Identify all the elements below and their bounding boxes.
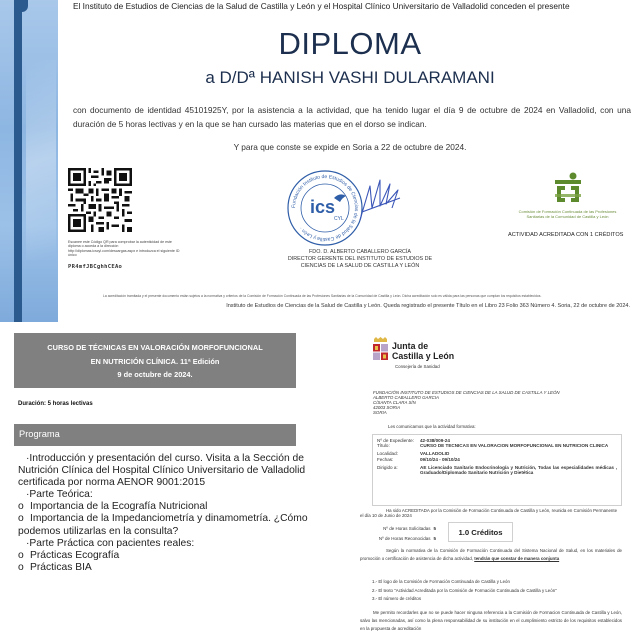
accreditation-statement: Ha sido ACREDITADA por la Comisión de Formación Continuada de Castilla y León, reunida en Comisión Permanente el día 10 de Junio de 2024 <box>360 508 618 519</box>
address-line: C/SANTA CLARA S/N <box>373 400 416 405</box>
list-item-text: Importancia de la Impedanciometría y dinamometría. ¿Cómo <box>30 513 308 525</box>
legal-notice: La acreditación tramitada y el presente documento están sujetos a la normativa y criterios de la Comisión de Formación Continuada de las Profesiones Sanitarias de la Comunidad de Castilla y León. Dicha acreditación solo es válida para las personas que cumplan los requisitos establecidos. <box>103 294 542 298</box>
list-item-text: Prácticas BIA <box>30 561 92 573</box>
course-title-2: EN NUTRICIÓN CLÍNICA. 11ª Edición <box>90 356 220 366</box>
expedition-line: Y para que conste se expide en Soria a 22 de octubre de 2024. <box>233 142 467 152</box>
jcyl-department: Consejería de Sanidad <box>395 364 440 369</box>
bullet-icon: o <box>18 513 24 525</box>
credits-accreditation: ACTIVIDAD ACREDITADA CON 1 CRÉDITOS <box>508 232 624 238</box>
field-label: Título: <box>377 443 390 449</box>
svg-text:CYL: CYL <box>334 216 344 222</box>
field-label: Fechas: <box>377 456 394 462</box>
ccfc-name-2: Sanitarias de la Comunidad de Castilla y León <box>526 214 609 219</box>
hours-block <box>376 524 436 544</box>
hours-requested-value: 5 <box>433 526 436 531</box>
signer-block <box>245 249 475 270</box>
list-item <box>18 550 318 562</box>
course-date: 9 de octubre de 2024. <box>117 370 193 379</box>
field-label: Localidad: <box>377 451 398 457</box>
list-item <box>18 513 318 525</box>
recipient-name: a D/Dª HANISH VASHI DULARAMANI <box>205 68 495 87</box>
normative-body: Según la normativa de la Comisión de Formación Continuada del Sistema Nacional de Salud, en los materiales de promoción o certificación de asistencia de dicha actividad, <box>360 548 622 562</box>
list-item: 1.- El logo de la Comisión de Formación Continuada de Castilla y León <box>372 579 510 584</box>
hours-recognized-value: 5 <box>433 535 436 541</box>
activity-info-box <box>372 434 622 506</box>
ics-seal-icon <box>282 168 432 248</box>
list-item: Nutrición Clínica del Hospital Clínico Universitario de Valladolid <box>18 465 306 477</box>
svg-text:ics: ics <box>310 197 336 217</box>
list-item <box>18 501 318 513</box>
bullet-icon: o <box>18 501 24 513</box>
greeting: Les comunicamos que la actividad formativa: <box>388 424 476 429</box>
list-item: 3.- El número de créditos <box>372 596 422 602</box>
localidad-value: VALLADOLID <box>420 451 450 457</box>
address-line: FUNDACIÓN INSTITUTO DE ESTUDIOS DE CIENCIAS DE LA SALUD DE CASTILLA Y LEÓN <box>373 390 560 395</box>
qr-code-icon[interactable] <box>68 168 132 232</box>
list-item: ·Parte Práctica con pacientes reales: <box>26 537 195 549</box>
ccfc-accreditation <box>495 172 640 219</box>
ccfc-logo-icon <box>553 172 583 206</box>
diploma-intro: El Instituto de Estudios de Ciencias de la Salud de Castilla y León y el Hospital Clínico Universitario de Valladolid conceden el presente <box>73 1 570 11</box>
qr-unique-id: PR4mfJBCghhCEAo <box>68 263 123 270</box>
requirements-list <box>372 578 557 604</box>
field-label: Dirigido a: <box>377 464 398 470</box>
program-page <box>0 326 335 640</box>
list-item: ·Introducción y presentación del curso. Visita a la Sección de <box>26 453 304 464</box>
reminder-text: Me permito recordarles que no se puede hacer ninguna referencia a la Comisión de Formacion Continuada de Castilla y León, salvo las mencionadas, así como la plena responsabilidad de su institución en el cumplimiento estricto de los requisitos establecidos en la propuesta de acreditación <box>360 610 622 632</box>
titulo-value: CURSO DE TECNICAS EN VALORACION MORFOFUNCIONAL EN NUTRICION CLINICA <box>420 443 609 449</box>
svg-text:Fundación Instituto de Estudio: Fundación Instituto de Estudios de Ciencias de la Salud de Castilla y León · <box>290 173 360 243</box>
accreditation-letter <box>340 326 640 640</box>
signer-title-1: DIRECTOR GERENTE DEL INSTITUTO DE ESTUDIOS DE <box>287 256 433 262</box>
address-line: SORIA <box>373 410 387 415</box>
hours-requested-label: Nº de Horas Solicitadas <box>383 526 431 531</box>
jcyl-emblem-icon <box>372 336 389 362</box>
expediente-value: 42-038/009-24 <box>420 438 450 443</box>
normative-emphasis: tendrán que constar de manera conjunta <box>474 556 560 562</box>
jcyl-name-1: Junta de <box>392 341 429 351</box>
course-duration: Duración: 5 horas lectivas <box>18 401 93 407</box>
list-item: podemos utilizarlas en la consulta? <box>18 525 179 537</box>
program-list <box>18 453 318 574</box>
diploma-body: con documento de identidad 45101925Y, por la asistencia a la actividad, que ha tenido lugar el día 9 de octubre de 2024 en Valladolid, con una duración de 5 horas lectivas y en la que se han cursado las materias que en el dorso se indican. <box>73 105 631 129</box>
list-item: 2.- El texto "Actividad Acreditada por la Comisión de Formación Continuada de Castilla y León" <box>372 587 557 593</box>
credits-box: 1.0 Créditos <box>448 522 513 542</box>
list-item: ·Parte Teórica: <box>26 489 93 501</box>
course-title-box <box>14 333 296 388</box>
jcyl-name-2: Castilla y León <box>392 350 455 361</box>
bullet-icon: o <box>18 549 24 561</box>
dirigido-value: AE Licenciado Sanitario Endocrinología y Nutrición, Todas las especialidades médicas , Graduado/Diplomado Sanitario Nutrición y Dietética <box>420 464 617 476</box>
fechas-value: 09/10/24 - 09/10/24 <box>420 456 460 462</box>
registry-line: Instituto de Estudios de Ciencias de la Salud de Castilla y León. Queda registrado el presente Título en el Libro 23 Folio 363 Número 4. Soria, 22 de octubre de 2024. <box>226 303 630 309</box>
address-line: ALBERTO CABALLERO GARCIA <box>373 395 439 400</box>
signer-name: FDO. D. ALBERTO CABALLERO GARCÍA <box>309 249 411 255</box>
signer-title-2: CIENCIAS DE LA SALUD DE CASTILLA Y LEÓN <box>300 263 420 269</box>
program-header: Programa <box>14 424 296 446</box>
normative-text <box>360 547 622 563</box>
address-line: 42003 SORIA <box>373 405 401 410</box>
diploma-title: DIPLOMA <box>278 26 422 61</box>
list-item <box>18 562 318 574</box>
list-item-text: Prácticas Ecografía <box>30 549 120 561</box>
list-item-text: Importancia de la Ecografía Nutricional <box>30 501 208 513</box>
recipient-address <box>373 390 560 415</box>
course-title-1: CURSO DE TÉCNICAS EN VALORACIÓN MORFOFUNCIONAL <box>47 343 263 352</box>
bullet-icon: o <box>18 561 24 573</box>
hours-recognized-label: Nº de Horas Reconocidas <box>378 535 431 541</box>
ccfc-name-1: Comisión de Formación Continuada de las Profesiones <box>518 209 617 214</box>
list-item: certificada por norma AENOR 9001:2015 <box>18 477 206 489</box>
institution-seal <box>282 168 432 248</box>
qr-caption: Escanee este Código QR para comprobar la autenticidad de este diploma o acceda a la dirección http://diplomas.icscyl.com/descargas.aspx e introduzca el siguiente ID único <box>68 240 180 258</box>
side-band-shine <box>26 60 56 260</box>
qr-verification <box>68 168 183 270</box>
field-label: Nº de Expediente: <box>377 438 414 443</box>
